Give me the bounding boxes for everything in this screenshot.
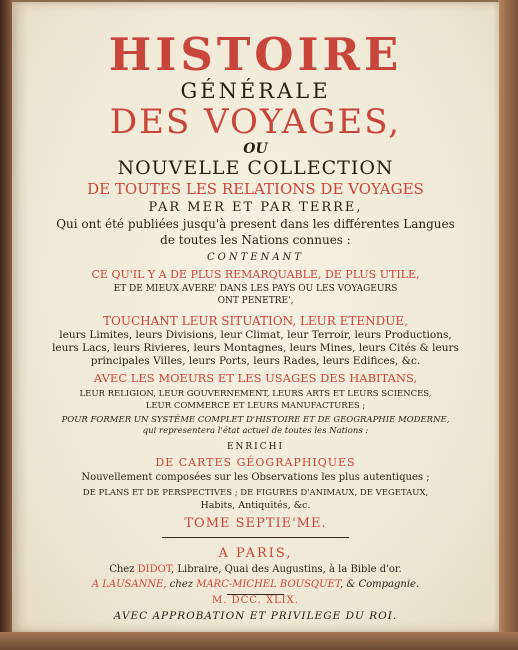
text-plans: DE PLANS ET DE PERSPECTIVES ; DE FIGURES D'ANIMAUX, DE VEGETAUX,: [82, 488, 429, 498]
text-remarquable: CE QU'IL Y A DE PLUS REMARQUABLE, DE PLUS UTILE,: [91, 268, 420, 281]
title-relations: DE TOUTES LES RELATIONS DE VOYAGES: [87, 180, 424, 198]
text-date: M. DCC. XLIX.: [212, 595, 299, 606]
text-chez-2: chez: [166, 579, 197, 590]
text-villes: principales Villes, leurs Ports, leurs Rades, leurs Edifices, &c.: [90, 355, 421, 367]
rule-top: [162, 537, 349, 538]
text-situation: TOUCHANT LEUR SITUATION, LEUR ETENDUE,: [103, 314, 408, 328]
text-bousquet: MARC-MICHEL BOUSQUET: [196, 579, 341, 590]
title-generale: GÉNÉRALE: [180, 79, 331, 103]
title-ou: OU: [243, 141, 268, 157]
text-lausanne-line: [12, 580, 499, 590]
text-chez-didot: [12, 565, 499, 575]
text-cartes: DE CARTES GÉOGRAPHIQUES: [155, 456, 356, 469]
book-cover-bottom: [0, 632, 518, 650]
text-enrichi: ENRICHI: [226, 442, 285, 452]
text-mieux-avere: ET DE MIEUX AVERE' DANS LES PAYS OU LES VOYAGEURS: [113, 284, 398, 294]
title-des-voyages: DES VOYAGES,: [109, 102, 402, 142]
text-etat-actuel: qui representera l'état actuel de toutes les Nations :: [142, 426, 369, 436]
text-a-paris: A PARIS,: [218, 546, 293, 561]
text-contenant: CONTENANT: [207, 252, 304, 263]
text-commerce: LEUR COMMERCE ET LEURS MANUFACTURES ;: [145, 401, 366, 411]
text-habits: Habits, Antiquités, &c.: [200, 500, 311, 511]
text-chez: Chez: [109, 564, 138, 575]
title-histoire: HISTOIRE: [108, 28, 403, 81]
text-limites: leurs Limites, leurs Divisions, leur Climat, leur Terroir, leurs Productions,: [59, 329, 452, 341]
title-nouvelle-collection: NOUVELLE COLLECTION: [117, 157, 394, 179]
text-ont-penetre: ONT PENETRE',: [217, 296, 294, 306]
text-tome: TOME SEPTIE'ME.: [184, 516, 327, 531]
text-a-lausanne: A LAUSANNE,: [91, 579, 167, 590]
title-page: [12, 2, 499, 632]
text-moeurs: AVEC LES MOEURS ET LES USAGES DES HABITANS,: [93, 371, 418, 385]
text-systeme-complet: POUR FORMER UN SYSTÈME COMPLET D'HISTOIRE ET DE GEOGRAPHIE MODERNE,: [61, 415, 450, 425]
text-observations: Nouvellement composées sur les Observations les plus autentiques ;: [81, 472, 430, 483]
text-nations-connues: de toutes les Nations connues :: [160, 233, 351, 247]
text-approbation: AVEC APPROBATION ET PRIVILEGE DU ROI.: [113, 610, 398, 622]
text-religion: LEUR RELIGION, LEUR GOUVERNEMENT, LEURS ARTS ET LEURS SCIENCES,: [79, 389, 432, 399]
book-cover-edge: [498, 0, 518, 650]
text-libraire: , Libraire, Quai des Augustins, à la Bible d'or.: [171, 564, 402, 575]
text-compagnie: , & Compagnie.: [340, 579, 420, 590]
text-didot: DIDOT: [137, 564, 172, 575]
text-qui-ont-ete: Qui ont été publiées jusqu'à present dans les différentes Langues: [56, 217, 455, 231]
title-par-mer: PAR MER ET PAR TERRE,: [148, 200, 363, 215]
book-spine: [0, 0, 12, 650]
text-lacs: leurs Lacs, leurs Rivieres, leurs Montagnes, leurs Mines, leurs Cités & leurs: [52, 342, 459, 354]
